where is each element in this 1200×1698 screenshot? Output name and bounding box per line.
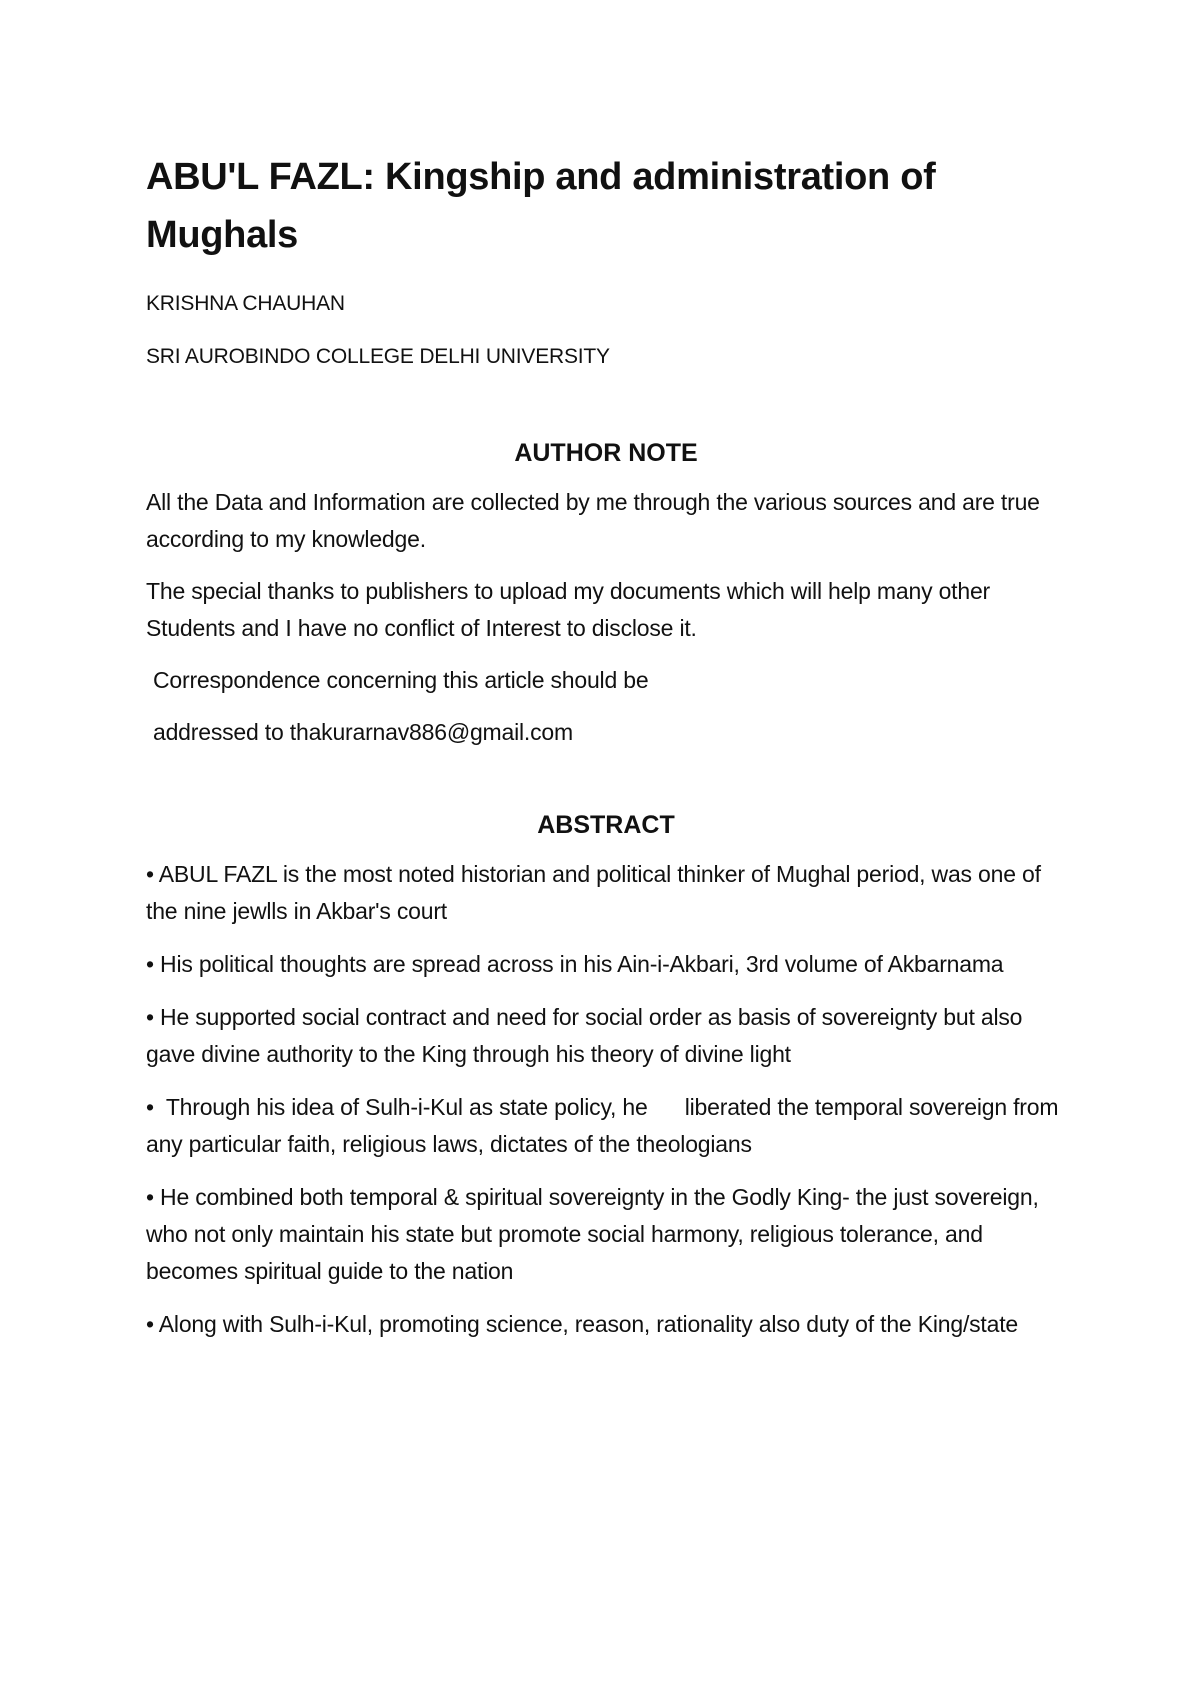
- email-address: thakurarnav886@gmail.com: [289, 719, 573, 745]
- author-note-paragraph: The special thanks to publishers to upload my documents which will help many other Students and I have no conflict of Interest to disclose it.: [146, 578, 990, 641]
- correspondence-prefix: addressed to: [153, 719, 290, 745]
- author-name: KRISHNA CHAUHAN: [146, 292, 345, 315]
- abstract-bullet: • His political thoughts are spread across in his Ain-i-Akbari, 3rd volume of Akbarnama: [146, 951, 1004, 977]
- abstract-heading: ABSTRACT: [537, 811, 675, 839]
- correspondence-address: [146, 714, 1066, 751]
- author-note-paragraph: All the Data and Information are collected by me through the various sources and are true according to my knowledge.: [146, 489, 1040, 552]
- author-affiliation: SRI AUROBINDO COLLEGE DELHI UNIVERSITY: [146, 345, 610, 368]
- abstract-bullet: • He combined both temporal & spiritual sovereignty in the Godly King- the just sovereign, who not only maintain his state but promote social harmony, religious tolerance, and becomes spiritual guide to the nation: [146, 1184, 1039, 1284]
- correspondence-line: Correspondence concerning this article should be: [153, 667, 649, 693]
- abstract-bullet: • ABUL FAZL is the most noted historian and political thinker of Mughal period, was one of the nine jewlls in Akbar's court: [146, 861, 1041, 924]
- author-note-heading: AUTHOR NOTE: [514, 439, 698, 467]
- abstract-bullet: • Along with Sulh-i-Kul, promoting science, reason, rationality also duty of the King/state: [146, 1311, 1018, 1337]
- spacer: [146, 396, 1066, 436]
- document-body: [146, 148, 1066, 1359]
- document-title: ABU'L FAZL: Kingship and administration of Mughals: [146, 156, 936, 256]
- spacer: [146, 766, 1066, 808]
- abstract-bullet: • He supported social contract and need for social order as basis of sovereignty but also gave divine authority to the King through his theory of divine light: [146, 1004, 1023, 1067]
- abstract-bullet: • Through his idea of Sulh-i-Kul as state policy, he liberated the temporal sovereign from any particular faith, religious laws, dictates of the theologians: [146, 1094, 1065, 1157]
